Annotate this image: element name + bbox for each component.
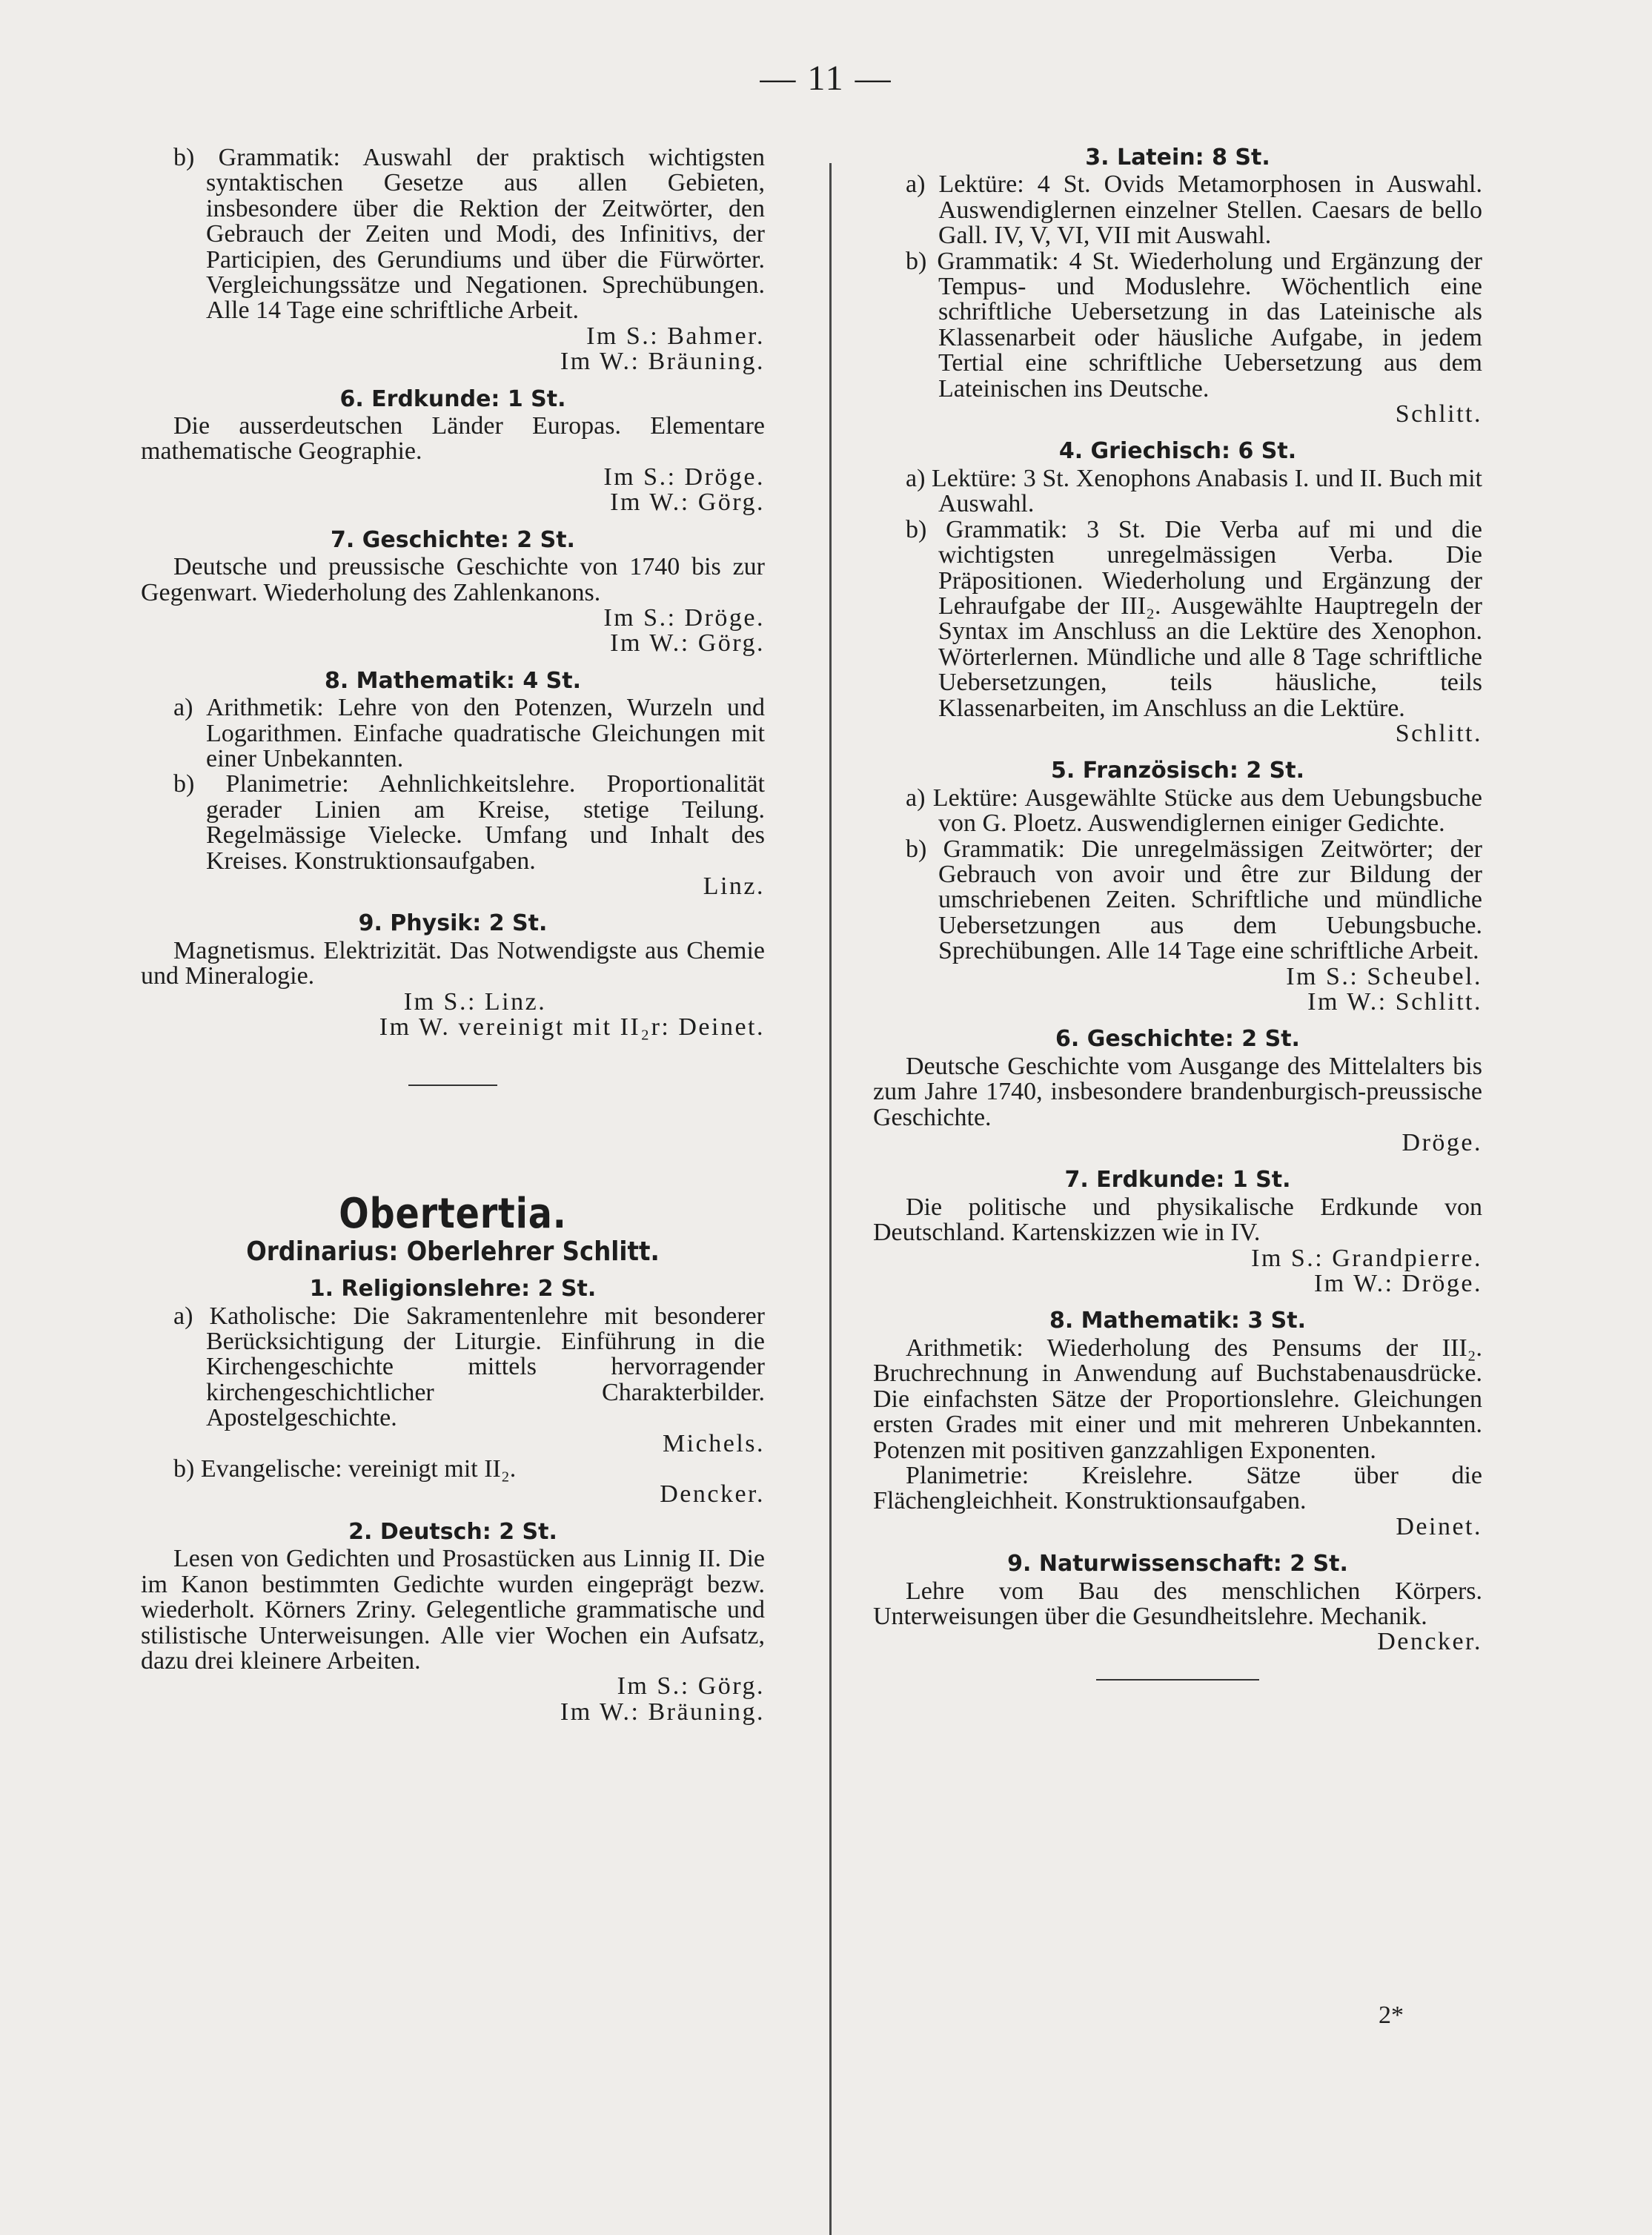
signature: Im S.: Grandpierre. xyxy=(1251,1244,1482,1272)
signature: Schlitt. xyxy=(1395,719,1482,747)
paragraph: b) Grammatik: 4 St. Wiederholung und Ergänzung der Tempus- und Moduslehre. Wöchentlich eine schriftliche Uebersetzung in das Lateinische als Klassenarbeit oder häusliche Aufgabe, in jedem Tertial eine schriftliche Uebersetzung aus dem Lateinischen ins Deutsche. xyxy=(906,247,1482,403)
signature: Im S.: Görg. xyxy=(617,1672,765,1701)
signature: Dencker. xyxy=(1377,1628,1482,1656)
signature: Im W.: Bräuning. xyxy=(560,1698,765,1726)
signature: Im W. vereinigt mit II₂r: Deinet. xyxy=(379,1013,765,1041)
paragraph: b) Planimetrie: Aehnlichkeitslehre. Proportionalität gerader Linien am Kreise, stetige Teilung. Regelmässige Vielecke. Umfang und Inhalt des Kreises. Konstruktionsaufgaben. xyxy=(173,770,765,875)
signature: Michels. xyxy=(662,1429,765,1457)
signature: Im W.: Schlitt. xyxy=(1307,988,1482,1016)
paragraph: a) Lektüre: 3 St. Xenophons Anabasis I. und II. Buch mit Auswahl. xyxy=(906,464,1482,518)
signature: Im W.: Görg. xyxy=(610,629,765,658)
paragraph: a) Lektüre: Ausgewählte Stücke aus dem Uebungsbuche von G. Ploetz. Auswendiglernen einiger Gedichte. xyxy=(906,784,1482,838)
signature: Schlitt. xyxy=(1395,400,1482,428)
paragraph: b) Grammatik: 3 St. Die Verba auf mi und die wichtigsten unregelmässigen Verba. Die Präpositionen. Wiederholung und Ergänzung der Lehraufgabe der III₂. Ausgewählte Hauptregeln der Syntax im Anschluss an die Lektüre des Xenophon. Wörterlernen. Mündliche und alle 8 Tage schriftliche Uebersetzungen, teils häusliche, teils Klassenarbeiten, im Anschluss an die Lektüre. xyxy=(906,515,1482,722)
section-heading: 3. Latein: 8 St. xyxy=(1085,145,1270,170)
section-heading: 8. Mathematik: 3 St. xyxy=(1049,1308,1307,1334)
paragraph: Lesen von Gedichten und Prosastücken aus Linnig II. Die im Kanon bestimmten Gedichte wurden eingeprägt bezw. wiederholt. Körners Zriny. Gelegentliche grammatische und stilistische Unterweisungen. Alle vier Wochen ein Aufsatz, dazu drei kleinere Arbeiten. xyxy=(141,1545,765,1675)
grammatik-b-paragraph: b) Grammatik: Auswahl der praktisch wichtigsten syntaktischen Gesetze aus allen Gebieten, insbesondere über die Rektion der Zeitwörter, den Gebrauch der Zeiten und Modi, des Infinitivs, der Participien, des Gerundiums und über die Fürwörter. Vergleichungssätze und Negationen. Sprechübungen. Alle 14 Tage eine schriftliche Arbeit. xyxy=(173,144,765,325)
paragraph: Magnetismus. Elektrizität. Das Notwendigste aus Chemie und Mineralogie. xyxy=(141,936,765,990)
section-heading: 9. Physik: 2 St. xyxy=(358,910,548,937)
right-column xyxy=(873,145,1482,1681)
signature-mark: 2* xyxy=(1379,2001,1404,2029)
section-heading: 4. Griechisch: 6 St. xyxy=(1058,438,1297,465)
section-heading: 5. Französisch: 2 St. xyxy=(1051,758,1304,784)
section-title: Obertertia. xyxy=(339,1190,567,1239)
paragraph: a) Lektüre: 4 St. Ovids Metamorphosen in Auswahl. Auswendiglernen einzelner Stellen. Caesars de bello Gall. IV, V, VI, VII mit Auswahl. xyxy=(906,170,1482,250)
section-heading: 7. Erdkunde: 1 St. xyxy=(1064,1167,1291,1193)
signature: Deinet. xyxy=(1396,1512,1482,1540)
section-heading: 8. Mathematik: 4 St. xyxy=(324,667,582,694)
signature: Im W.: Dröge. xyxy=(1313,1270,1482,1298)
paragraph: Die politische und physikalische Erdkunde von Deutschland. Kartenskizzen wie in IV. xyxy=(873,1193,1482,1247)
signature: Dröge. xyxy=(1401,1129,1482,1157)
section-heading: 2. Deutsch: 2 St. xyxy=(348,1518,557,1545)
section-heading: 6. Erdkunde: 1 St. xyxy=(339,385,566,412)
page-number: — 11 — xyxy=(760,59,892,98)
paragraph: Lehre vom Bau des menschlichen Körpers. Unterweisungen über die Gesundheitslehre. Mechanik. xyxy=(873,1577,1482,1630)
signature: Im S.: Linz. xyxy=(403,987,547,1016)
column-divider xyxy=(829,163,832,2235)
paragraph: b) Evangelische: vereinigt mit II₂. xyxy=(173,1455,517,1483)
paragraph: Planimetrie: Kreislehre. Sätze über die Flächengleichheit. Konstruktionsaufgaben. xyxy=(873,1461,1482,1515)
section-heading: 1. Religionslehre: 2 St. xyxy=(309,1276,597,1302)
paragraph: Deutsche und preussische Geschichte von 1740 bis zur Gegenwart. Wiederholung des Zahlenkanons. xyxy=(141,553,765,606)
paragraph: Arithmetik: Wiederholung des Pensums der III₂. Bruchrechnung in Anwendung auf Buchstabenausdrücke. Die einfachsten Sätze der Proportionslehre. Gleichungen ersten Grades mit einer und mit mehreren Unbekannten. Potenzen mit positiven ganzzahligen Exponenten. xyxy=(873,1334,1482,1464)
separator-rule xyxy=(408,1085,497,1086)
left-column xyxy=(141,145,765,1725)
section-heading: 9. Naturwissenschaft: 2 St. xyxy=(1007,1551,1348,1577)
ordinarius-heading: Ordinarius: Oberlehrer Schlitt. xyxy=(246,1236,660,1267)
paragraph: Deutsche Geschichte vom Ausgange des Mittelalters bis zum Jahre 1740, insbesondere brandenburgisch-preussische Geschichte. xyxy=(873,1052,1482,1131)
section-heading: 6. Geschichte: 2 St. xyxy=(1055,1026,1300,1053)
section-heading: 7. Geschichte: 2 St. xyxy=(331,526,575,553)
separator-rule xyxy=(1096,1679,1259,1681)
signature: Im S.: Bahmer. xyxy=(586,322,765,350)
signature: Im S.: Dröge. xyxy=(603,603,765,632)
paragraph: a) Katholische: Die Sakramentenlehre mit besonderer Berücksichtigung der Liturgie. Einführung in die Kirchengeschichte mittels hervorragender kirchengeschichtlicher Charakterbilder. Apostelgeschichte. xyxy=(173,1302,765,1432)
signature: Im S.: Dröge. xyxy=(603,463,765,491)
paragraph: a) Arithmetik: Lehre von den Potenzen, Wurzeln und Logarithmen. Einfache quadratische Gleichungen mit einer Unbekannten. xyxy=(173,694,765,772)
paragraph: Die ausserdeutschen Länder Europas. Elementare mathematische Geographie. xyxy=(141,412,765,466)
signature: Im S.: Scheubel. xyxy=(1286,962,1482,990)
signature: Linz. xyxy=(703,872,765,900)
paragraph: b) Grammatik: Die unregelmässigen Zeitwörter; der Gebrauch von avoir und être zur Bildung der umschriebenen Zeiten. Schriftliche und mündliche Uebersetzungen aus dem Uebungsbuche. Sprechübungen. Alle 14 Tage eine schriftliche Arbeit. xyxy=(906,835,1482,965)
signature: Im W.: Görg. xyxy=(610,489,765,517)
signature: Dencker. xyxy=(660,1480,765,1509)
signature: Im W.: Bräuning. xyxy=(560,348,765,376)
